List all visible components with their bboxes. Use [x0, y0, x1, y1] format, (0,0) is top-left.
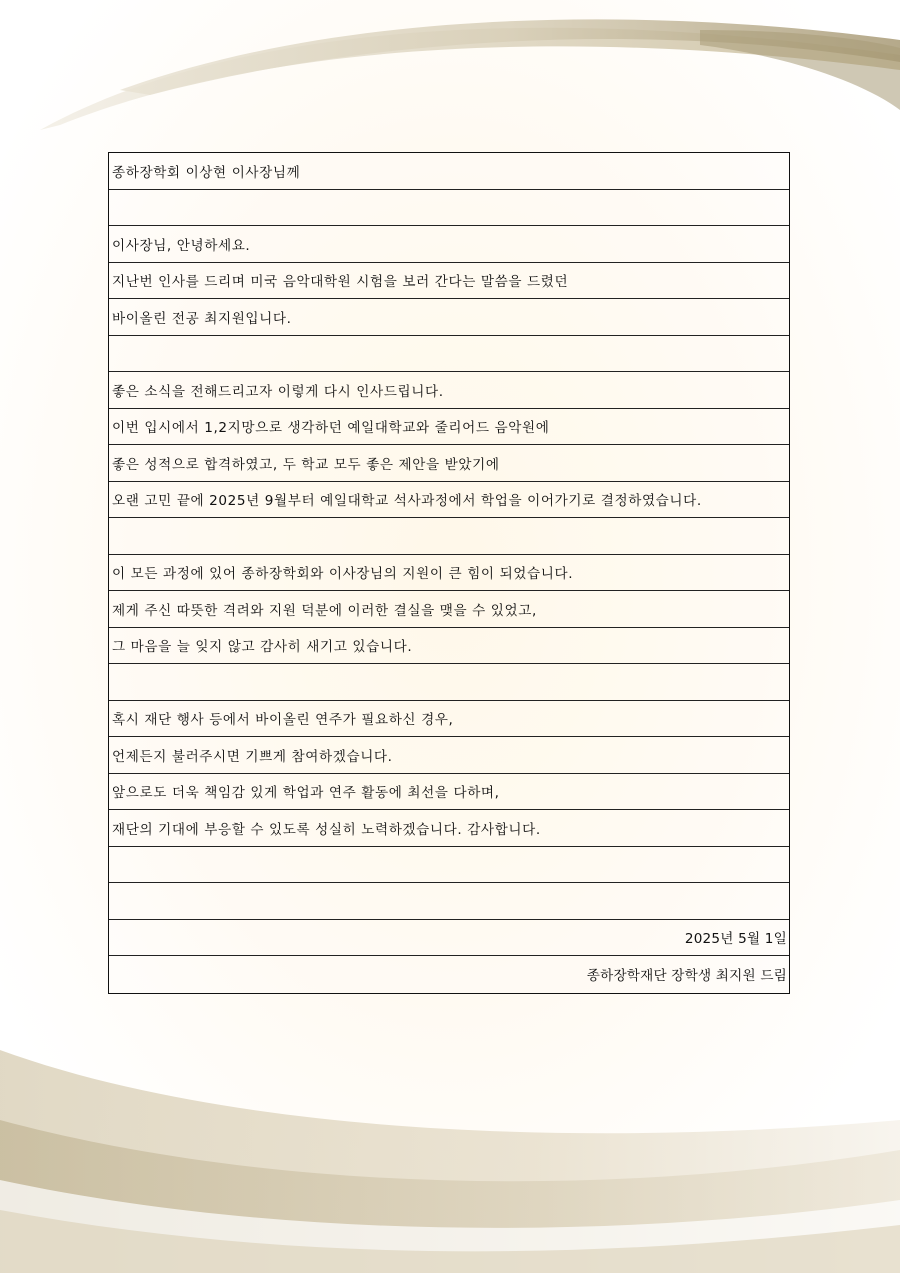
letter-line: 이 모든 과정에 있어 종하장학회와 이사장님의 지원이 큰 힘이 되었습니다.	[109, 555, 789, 592]
letter-line: 바이올린 전공 최지원입니다.	[109, 299, 789, 336]
letter-line-blank	[109, 190, 789, 227]
letter-line-blank	[109, 664, 789, 701]
letter-line: 앞으로도 더욱 책임감 있게 학업과 연주 활동에 최선을 다하며,	[109, 774, 789, 811]
letter-line: 2025년 5월 1일	[109, 920, 789, 957]
letter-line: 종하장학재단 장학생 최지원 드림	[586, 968, 787, 985]
letter-line: 지난번 인사를 드리며 미국 음악대학원 시험을 보러 간다는 말씀을 드렸던	[109, 263, 789, 300]
letter-line: 종하장학회 이상현 이사장님께	[109, 153, 789, 190]
letter-line: 좋은 소식을 전해드리고자 이렇게 다시 인사드립니다.	[109, 372, 789, 409]
letter-line: 그 마음을 늘 잊지 않고 감사히 새기고 있습니다.	[109, 628, 789, 665]
letter-line: 오랜 고민 끝에 2025년 9월부터 예일대학교 석사과정에서 학업을 이어가기로 결정하였습니다.	[109, 482, 789, 519]
letter-line: 제게 주신 따뜻한 격려와 지원 덕분에 이러한 결실을 맺을 수 있었고,	[109, 591, 789, 628]
letter-line: 이번 입시에서 1,2지망으로 생각하던 예일대학교와 줄리어드 음악원에	[109, 409, 789, 446]
letter-table	[108, 152, 790, 994]
letter-line: 이사장님, 안녕하세요.	[109, 226, 789, 263]
letter-line-blank	[109, 883, 789, 920]
letter-line-blank	[109, 336, 789, 373]
letter-line-blank	[109, 518, 789, 555]
letter-line: 좋은 성적으로 합격하였고, 두 학교 모두 좋은 제안을 받았기에	[109, 445, 789, 482]
letter-line: 혹시 재단 행사 등에서 바이올린 연주가 필요하신 경우,	[109, 701, 789, 738]
letter-line: 언제든지 불러주시면 기쁘게 참여하겠습니다.	[109, 737, 789, 774]
letter-line: 재단의 기대에 부응할 수 있도록 성실히 노력하겠습니다. 감사합니다.	[109, 810, 789, 847]
letter-line-blank	[109, 847, 789, 884]
